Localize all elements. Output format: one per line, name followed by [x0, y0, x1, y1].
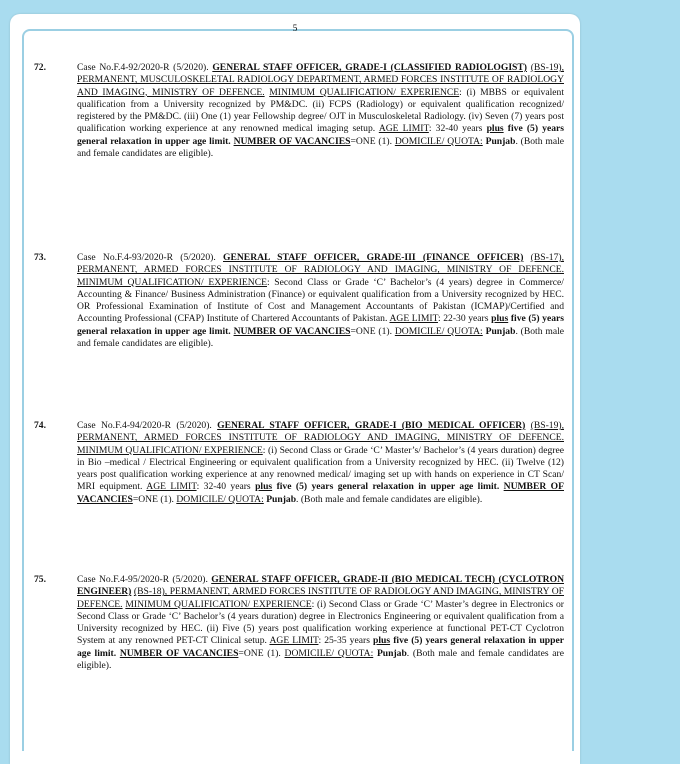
vacancies-label: NUMBER OF VACANCIES — [119, 647, 239, 659]
qualification-text: : (i) MBBS or equivalent qualification from a University recognized by PM&DC. (ii) FCPS (Radiology) or equivalent qualification recognized/ registered by the PM&DC. (iii) One (1) year Fellowship degree/ OJT in Musculoskeletal Radiology. (iv) Seven (7) years post qualification working experience at any renowned medical imaging setup. — [77, 86, 564, 135]
vacancies-label: NUMBER OF VACANCIES — [233, 135, 351, 147]
domicile-value: Punjab — [485, 135, 516, 147]
post-title: GENERAL STAFF OFFICER, GRADE-I (CLASSIFIED RADIOLOGIST) — [212, 62, 527, 73]
age-limit-text: : 32-40 years — [196, 481, 251, 493]
case-number: Case No.F.4-95/2020-R (5/2020). — [77, 574, 208, 585]
qualification-text: : (i) Second Class or Grade ‘C’ Master’s degree in Electronics or Second Class or Grade ‘C’ Bachelor’s (4 years duration) degree in Electronics Engineering or equivalent qualification from a University recognized by HEC. (ii) Five (5) years post qualification working experience at functional PET-CT Cyclotron System at any renowned PET-CT Clinical setup. — [77, 598, 564, 647]
vacancies-label: NUMBER OF VACANCIES — [77, 481, 564, 505]
post-title: GENERAL STAFF OFFICER, GRADE-I (BIO MEDICAL OFFICER) — [217, 420, 526, 431]
relaxation-text: five (5) years general relaxation in upper age limit. — [276, 481, 500, 493]
qualification-label: MINIMUM QUALIFICATION/ EXPERIENCE — [125, 598, 312, 610]
plus-text: plus — [486, 123, 504, 135]
vacancies-text: =ONE (1). — [238, 647, 281, 659]
department: (BS-17), PERMANENT, ARMED FORCES INSTITUTE OF RADIOLOGY AND IMAGING, MINISTRY OF DEFENCE. — [77, 252, 564, 276]
page-number: 5 — [292, 24, 298, 34]
entry-number: 72. — [34, 62, 46, 73]
domicile-label: DOMICILE/ QUOTA: — [284, 647, 374, 659]
qualification-label: MINIMUM QUALIFICATION/ EXPERIENCE — [77, 276, 267, 288]
domicile-label: DOMICILE/ QUOTA: — [394, 325, 483, 337]
domicile-value: Punjab — [266, 493, 297, 505]
post-title: GENERAL STAFF OFFICER, GRADE-II (BIO MEDICAL TECH) (CYCLOTRON ENGINEER) — [77, 574, 564, 598]
vacancies-text: =ONE (1). — [350, 135, 393, 147]
relaxation-text: five (5) years general relaxation in upper age limit. — [77, 313, 565, 337]
domicile-value: Punjab — [376, 647, 407, 659]
relaxation-text: five (5) years general relaxation in upper age limit. — [77, 635, 564, 659]
entry-text — [77, 252, 564, 350]
entry-text — [77, 420, 564, 506]
qualification-text: : (i) Second Class or Grade ‘C’ Master’s/ Bachelor’s (4 years duration) degree in Bio –medical / Electrical Engineering or equivalent qualification from a University recognized by HEC. (ii) Twelve (12) years post qualification working experience at any renowned medical/ imaging set up with hands on experience in CT Scan/ MRI equipment. — [77, 444, 564, 493]
post-title: GENERAL STAFF OFFICER, GRADE-III (FINANCE OFFICER) — [223, 252, 524, 263]
relaxation-text: five (5) years general relaxation in upper age limit. — [77, 123, 565, 147]
vacancies-text: =ONE (1). — [132, 493, 174, 505]
case-number: Case No.F.4-94/2020-R (5/2020). — [77, 420, 212, 431]
department: (BS-18), PERMANENT, ARMED FORCES INSTITUTE OF RADIOLOGY AND IMAGING, MINISTRY OF DEFENCE. — [77, 586, 564, 610]
qualification-label: MINIMUM QUALIFICATION/ EXPERIENCE — [77, 444, 263, 456]
qualification-text: : Second Class or Grade ‘C’ Bachelor’s (4 years) degree in Commerce/ Accounting & Finance/ Business Administration (Finance) or equivalent qualification from a University recognized by HEC. OR Professional Examination of Institute of Cost and Management Accountants of Pakistan (ICMAP)/Certified and Accounting Professional (CFAP) Institute of Chartered Accountants of Pakistan. — [77, 276, 564, 325]
entry-text — [77, 62, 564, 160]
domicile-value: Punjab — [485, 325, 516, 337]
vacancies-label: NUMBER OF VACANCIES — [233, 325, 351, 337]
entry-number: 75. — [34, 574, 46, 585]
age-limit-label: AGE LIMIT — [378, 123, 429, 135]
case-number: Case No.F.4-93/2020-R (5/2020). — [77, 252, 216, 263]
plus-text: plus — [491, 313, 509, 325]
entry-number: 74. — [34, 420, 46, 431]
age-limit-label: AGE LIMIT — [269, 635, 319, 647]
department: (BS-19), PERMANENT, MUSCULOSKELETAL RADIOLOGY DEPARTMENT, ARMED FORCES INSTITUTE OF RADIOLOGY AND IMAGING, MINISTRY OF DEFENCE. — [77, 62, 565, 98]
age-limit-label: AGE LIMIT — [389, 313, 438, 325]
plus-text: plus — [255, 481, 273, 493]
vacancies-text: =ONE (1). — [350, 325, 393, 337]
entry-text — [77, 574, 564, 672]
domicile-note: . (Both male and female candidates are eligible). — [77, 325, 564, 350]
domicile-note: . (Both male and female candidates are eligible). — [77, 647, 564, 672]
age-limit-text: : 32-40 years — [428, 123, 483, 135]
case-number: Case No.F.4-92/2020-R (5/2020). — [77, 62, 209, 73]
domicile-note: . (Both male and female candidates are eligible). — [77, 135, 564, 160]
age-limit-label: AGE LIMIT — [146, 481, 197, 493]
domicile-note: . (Both male and female candidates are eligible). — [296, 493, 483, 505]
age-limit-text: : 22-30 years — [437, 313, 489, 325]
plus-text: plus — [373, 635, 391, 647]
entry-number: 73. — [34, 252, 46, 263]
age-limit-text: : 25-35 years — [318, 635, 370, 647]
qualification-label: MINIMUM QUALIFICATION/ EXPERIENCE — [269, 86, 460, 98]
domicile-label: DOMICILE/ QUOTA: — [176, 493, 264, 505]
department: (BS-19), PERMANENT, ARMED FORCES INSTITUTE OF RADIOLOGY AND IMAGING, MINISTRY OF DEFENCE. — [77, 420, 564, 444]
domicile-label: DOMICILE/ QUOTA: — [394, 135, 483, 147]
